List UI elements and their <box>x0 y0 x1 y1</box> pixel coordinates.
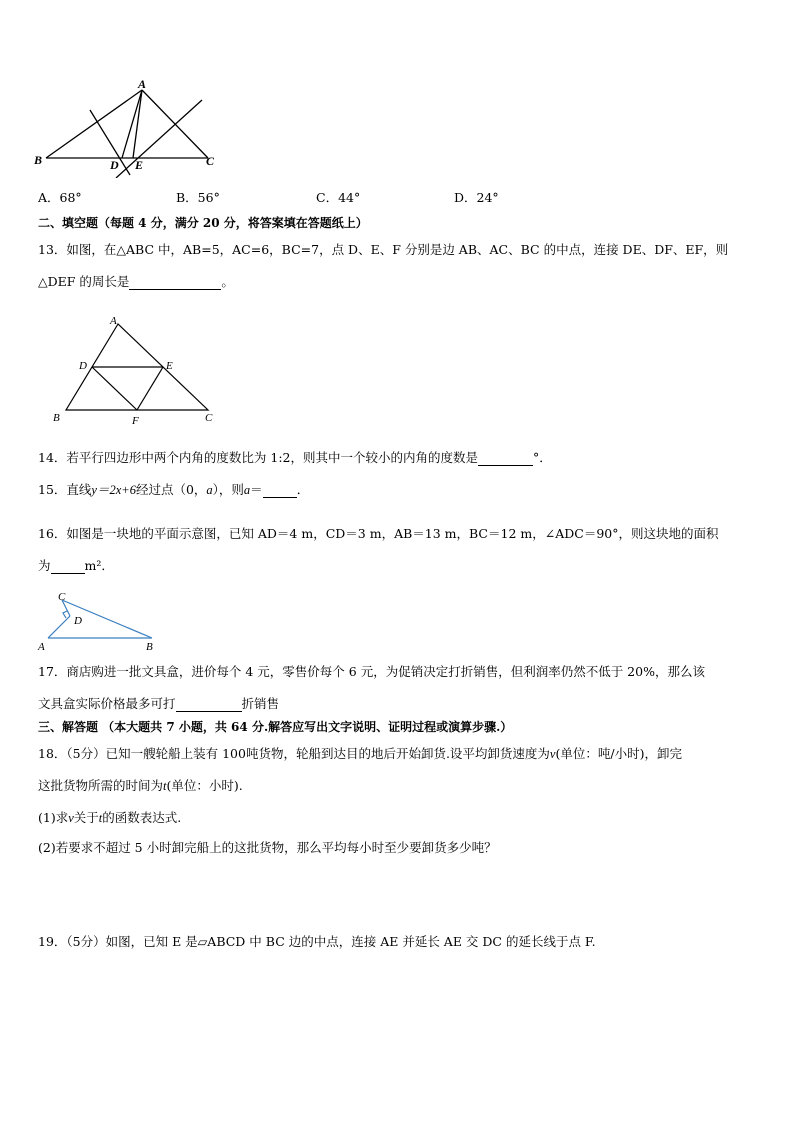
q15-line <box>38 480 309 498</box>
q13-line2 <box>38 272 234 290</box>
q12-figure <box>30 78 230 178</box>
section-3-heading: 三、解答题 （本大题共 7 小题，共 64 分.解答应写出文字说明、证明过程或演算步骤.） <box>38 720 513 734</box>
q15-text-end: ． <box>296 482 310 497</box>
q16-text: 为 <box>38 558 51 573</box>
fig16-label-a: A <box>38 641 45 652</box>
q17-line2 <box>38 694 279 712</box>
q16-line2 <box>38 556 114 574</box>
q12-option-c: C．44° <box>316 190 361 205</box>
fig13-label-d: D <box>79 360 87 372</box>
section-2-heading: 二、填空题（每题 4 分，满分 20 分，将答案填在答题纸上） <box>38 216 368 230</box>
q14-answer-blank[interactable] <box>478 450 533 466</box>
q12-option-a: A．68° <box>38 190 82 205</box>
q18-part1-a: (1)求 <box>38 810 69 825</box>
q18-var-t: t <box>163 779 167 793</box>
q14-text: 14．若平行四边形中两个内角的度数比为 1:2，则其中一个较小的内角的度数是 <box>38 450 478 465</box>
q17-answer-blank[interactable] <box>176 696 242 712</box>
q12-option-d: D．24° <box>454 190 499 205</box>
fig12-label-b: B <box>34 153 43 167</box>
q18-text-2: (单位：吨/小时)，卸完 <box>555 746 682 761</box>
fig16-label-d: D <box>74 615 82 627</box>
fig13-label-a: A <box>110 315 117 327</box>
q15-equation: y＝2x+6 <box>91 483 136 497</box>
q17-text: 文具盒实际价格最多可打 <box>38 696 176 711</box>
q18-text-1: 18．（5分）已知一艘轮船上装有 100吨货物，轮船到达目的地后开始卸货.设平均卸货速度为 <box>38 746 550 761</box>
fig16-label-b: B <box>146 641 153 652</box>
q18-text-3: 这批货物所需的时间为 <box>38 778 164 793</box>
q18-var-v: v <box>549 747 556 761</box>
q19-line: 19．（5分）如图，已知 E 是▱ABCD 中 BC 边的中点，连接 AE 并延长 AE 交 DC 的延长线于点 F. <box>38 934 596 949</box>
fig13-label-f: F <box>132 415 139 426</box>
q18-line1 <box>38 744 682 762</box>
q13-figure <box>48 314 223 426</box>
fig12-label-d: D <box>110 158 119 172</box>
q13-text-end: 。 <box>221 274 234 289</box>
q18-part1-b: 关于 <box>73 810 99 825</box>
q18-part1-t: t <box>98 811 103 825</box>
q18-part1-v: v <box>68 811 74 825</box>
q18-part1 <box>38 808 181 826</box>
fig12-label-e: E <box>135 158 144 172</box>
q14-text-end: °． <box>533 450 552 465</box>
fig13-label-e: E <box>166 360 173 372</box>
q18-part1-c: 的函数表达式. <box>102 810 182 825</box>
q18-line2 <box>38 776 243 794</box>
q15-text-3: ），则 <box>212 482 244 497</box>
q17-text-end: 折销售 <box>241 696 280 711</box>
q13-text: △DEF 的周长是 <box>38 274 130 289</box>
q15-text: 15．直线 <box>38 482 92 497</box>
q16-unit: m²． <box>84 558 114 573</box>
q15-text-4: ＝ <box>250 482 263 497</box>
q17-line1: 17．商店购进一批文具盒，进价每个 4 元，零售价每个 6 元，为促销决定打折销售，但利润率仍然不低于 20%，那么该 <box>38 664 705 679</box>
fig13-label-c: C <box>205 412 213 424</box>
q16-figure <box>34 590 164 652</box>
q15-text-2: 经过点（0， <box>135 482 207 497</box>
q18-part2: (2)若要求不超过 5 小时卸完船上的这批货物，那么平均每小时至少要卸货多少吨？ <box>38 840 497 855</box>
q13-answer-blank[interactable] <box>129 274 221 290</box>
fig16-label-c: C <box>58 591 66 603</box>
q18-text-4: (单位：小时). <box>166 778 243 793</box>
fig13-label-b: B <box>53 412 60 424</box>
q16-line1: 16．如图是一块地的平面示意图，已知 AD＝4 m，CD＝3 m，AB＝13 m，BC＝12 m，∠ADC＝90°，则这块地的面积 <box>38 526 719 541</box>
q16-answer-blank[interactable] <box>51 558 85 574</box>
q14-line <box>38 448 552 466</box>
q15-answer-blank[interactable] <box>263 482 297 498</box>
q15-var-a-2: a <box>243 483 251 497</box>
fig12-label-a: A <box>138 78 147 91</box>
fig12-label-c: C <box>206 154 215 168</box>
q15-var-a: a <box>206 483 213 497</box>
q13-line1: 13．如图，在△ABC 中，AB=5，AC=6，BC=7，点 D、E、F 分别是边 AB、AC、BC 的中点，连接 DE、DF、EF，则 <box>38 242 729 257</box>
q12-option-b: B．56° <box>176 190 220 205</box>
